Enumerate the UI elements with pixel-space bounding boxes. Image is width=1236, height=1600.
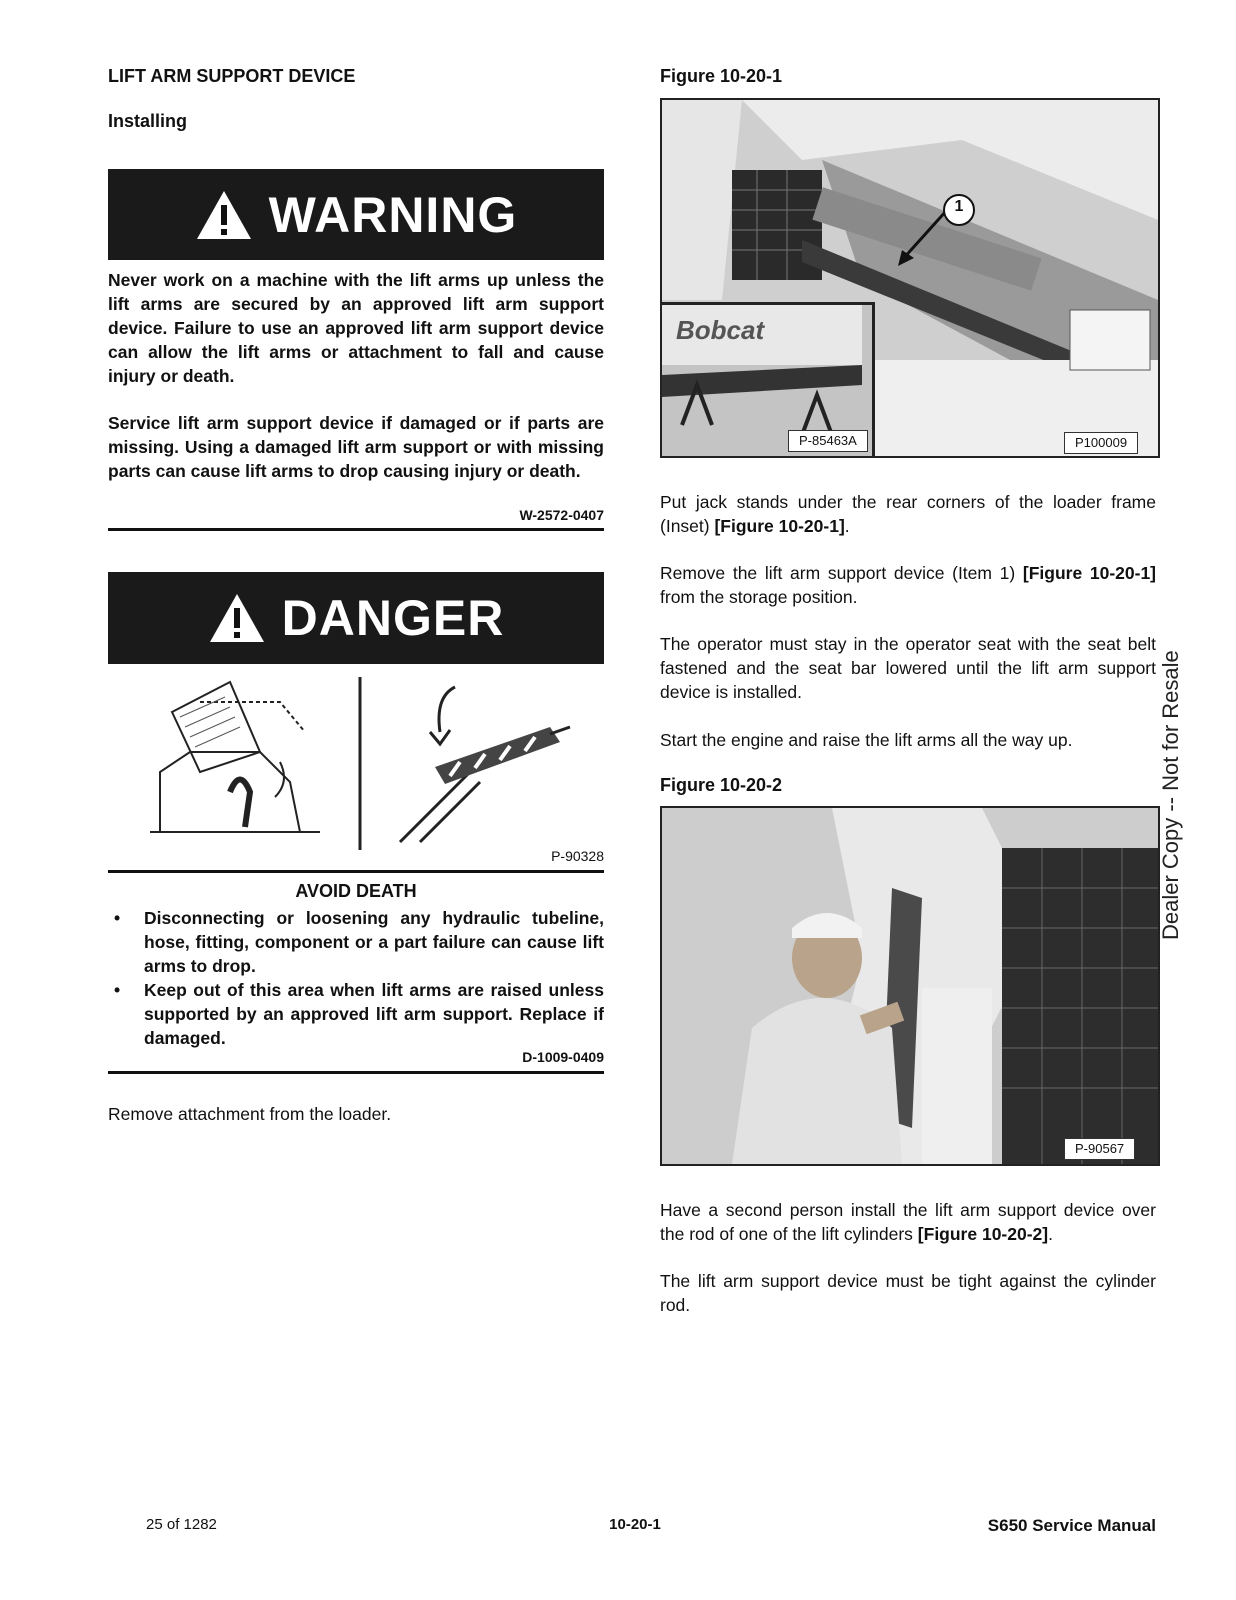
- right-paragraph-3: [660, 632, 1156, 704]
- warning-code: W-2572-0407: [519, 507, 604, 523]
- danger-label: DANGER: [281, 590, 505, 646]
- danger-bullet-list: [108, 906, 604, 1050]
- danger-illustration-code: P-90328: [551, 848, 604, 864]
- warning-divider: [108, 528, 604, 531]
- footer-page-count: 25 of 1282: [146, 1516, 217, 1533]
- danger-divider-bottom: [108, 1071, 604, 1074]
- danger-bullet-1: [108, 906, 604, 978]
- right-paragraph-1-end: .: [844, 516, 850, 536]
- right-paragraph-4-text: Start the engine and raise the lift arms all the way up.: [660, 730, 1073, 750]
- figure-reference: [Figure 10-20-1]: [714, 516, 845, 536]
- right-paragraph-6: [660, 1269, 1156, 1317]
- right-paragraph-2: [660, 561, 1156, 609]
- figure-1-callout: 1: [954, 198, 964, 215]
- danger-bullet-2-text: Keep out of this area when lift arms are raised unless supported by an approved lift arm support. Replace if damaged.: [144, 980, 604, 1048]
- dealer-copy-watermark: Dealer Copy -- Not for Resale: [1158, 650, 1183, 940]
- figure-1-inset-code: P-85463A: [788, 430, 868, 452]
- danger-banner: [108, 572, 604, 664]
- footer-manual-title: S650 Service Manual: [987, 1516, 1156, 1535]
- danger-divider-top: [108, 870, 604, 873]
- figure-2-photo-code: P-90567: [1064, 1138, 1135, 1160]
- bullet-marker: •: [114, 980, 121, 1000]
- figure-1-photo-code: P100009: [1064, 432, 1138, 454]
- danger-heading: AVOID DEATH: [295, 881, 417, 901]
- right-paragraph-4: [660, 728, 1156, 752]
- right-paragraph-2-text: Remove the lift arm support device (Item 1): [660, 563, 1023, 583]
- figure-reference: [Figure 10-20-1]: [1022, 563, 1157, 583]
- figure-1-title: Figure 10-20-1: [660, 66, 783, 86]
- danger-illustration: [130, 672, 600, 852]
- right-paragraph-5: [660, 1198, 1156, 1246]
- right-paragraph-5-text: Have a second person install the lift arm support device over the rod of one of the lift cylinders: [660, 1200, 1156, 1244]
- subsection-title: Installing: [108, 111, 188, 131]
- figure-reference: [Figure 10-20-2]: [917, 1224, 1049, 1244]
- danger-code: D-1009-0409: [522, 1049, 604, 1065]
- warning-banner: [108, 169, 604, 260]
- right-paragraph-1-text: Put jack stands under the rear corners of the loader frame (Inset): [660, 492, 1156, 536]
- warning-paragraph-1: Never work on a machine with the lift arms up unless the lift arms are secured by an approved lift arm support device. Failure to use an approved lift arm support device can allow the lift arms or attachment to fall and cause injury or death.: [108, 270, 604, 386]
- warning-paragraph-2: Service lift arm support device if damaged or if parts are missing. Using a damaged lift arm support or with missing parts can cause lift arms to drop causing injury or death.: [108, 413, 604, 481]
- warning-label: WARNING: [268, 186, 518, 243]
- right-paragraph-1: [660, 490, 1156, 538]
- section-title: LIFT ARM SUPPORT DEVICE: [108, 66, 356, 86]
- warning-triangle-icon: [195, 189, 253, 241]
- right-paragraph-5-end: .: [1048, 1224, 1053, 1244]
- right-paragraph-2-end: from the storage position.: [660, 587, 858, 607]
- figure-2-title: Figure 10-20-2: [660, 775, 783, 795]
- figure-1-photo: [660, 98, 1160, 458]
- bullet-marker: •: [114, 908, 121, 928]
- bobcat-brand-text: Bobcat: [676, 315, 765, 345]
- figure-2-image: [662, 808, 1158, 1164]
- left-final-text: Remove attachment from the loader.: [108, 1104, 392, 1124]
- right-paragraph-3-text: The operator must stay in the operator seat with the seat belt fastened and the seat bar lowered until the lift arm support device is installed.: [660, 634, 1156, 702]
- danger-bullet-2: [108, 978, 604, 1050]
- figure-2-photo: [660, 806, 1160, 1166]
- danger-triangle-icon: [208, 592, 266, 644]
- right-paragraph-6-text: The lift arm support device must be tight against the cylinder rod.: [660, 1271, 1156, 1315]
- footer-page-number: 10-20-1: [609, 1516, 661, 1533]
- danger-bullet-1-text: Disconnecting or loosening any hydraulic tubeline, hose, fitting, component or a part failure can cause lift arms to drop.: [144, 908, 604, 976]
